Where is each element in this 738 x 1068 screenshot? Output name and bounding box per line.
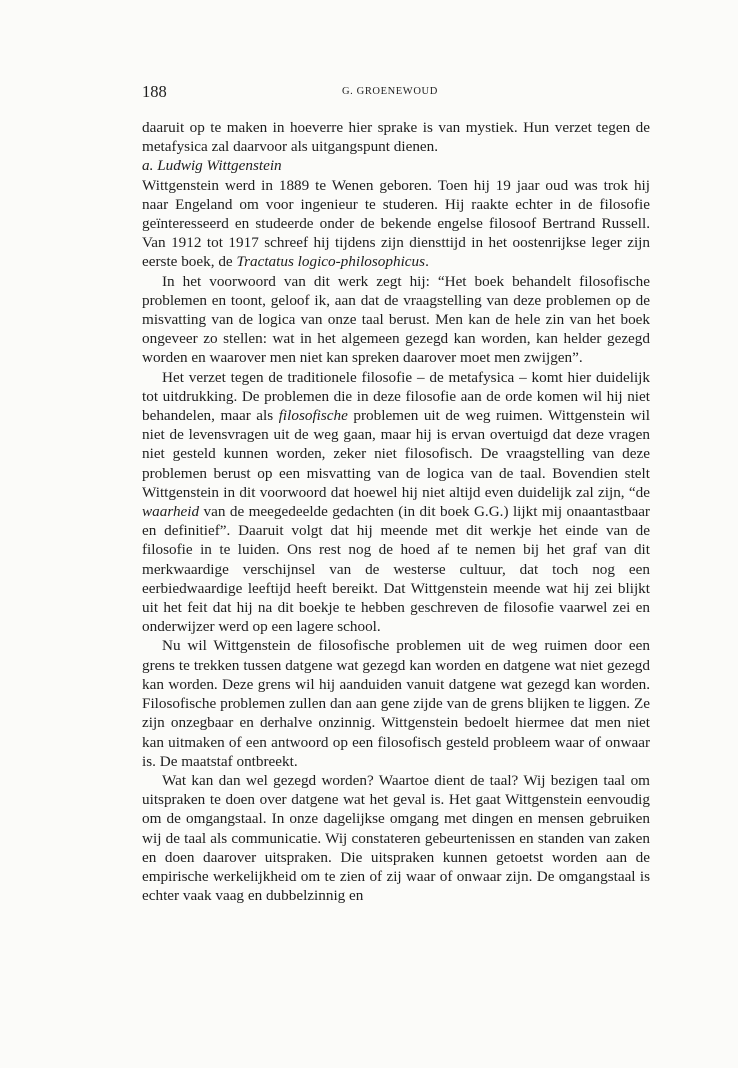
paragraph: Wat kan dan wel gezegd worden? Waartoe dient de taal? Wij bezigen taal om uitspraken te doen over datgene wat het geval is. Het gaat Wittgenstein eenvoudig om de omgangstaal. In onze dagelijkse omgang met dingen en mensen gebruiken wij de taal als communicatie. Wij constateren gebeurtenissen en standen van zaken en doen daarover uitspraken. Die uitspraken kunnen getoetst worden aan de empirische werkelijkheid om te zien of zij waar of onwaar zijn. De omgangstaal is echter vaak vaag en dubbelzinnig en: [142, 771, 650, 905]
page-number: 188: [142, 82, 167, 101]
paragraph: Nu wil Wittgenstein de filosofische problemen uit de weg ruimen door een grens te trekken tussen datgene wat gezegd kan worden en datgene wat niet gezegd kan worden. Deze grens wil hij aanduiden vanuit datgene wat gezegd kan worden. Filosofische problemen zullen dan aan gene zijde van de grens blijken te liggen. Ze zijn onzegbaar en derhalve onzinnig. Wittgenstein bedoelt hiermee dat men niet kan uitmaken of een antwoord op een filosofisch gesteld probleem waar of onwaar is. De maatstaf ontbreekt.: [142, 637, 650, 770]
paragraph: Het verzet tegen de traditionele filosofie – de metafysica – komt hier duidelijk tot uitdrukking. De problemen die in deze filosofie aan de orde komen wil hij niet behandelen, maar als filosofische problemen uit de weg ruimen. Wittgenstein wil niet de levensvragen uit de weg gaan, maar hij is ervan overtuigd dat deze vragen niet gesteld kunnen worden, zeker niet filosofisch. De vraagstelling van deze problemen berust op een misvatting van de logica van de taal. Bovendien stelt Wittgenstein in dit voorwoord dat hoewel hij niet altijd even duidelijk zal zijn, “de waarheid van de meegedeelde gedachten (in dit boek G.G.) lijkt mij onaantastbaar en definitief”. Daaruit volgt dat hij meende met dit werkje het einde van de filosofie in te luiden. Ons rest nog de hoed af te nemen bij het graf van dit merkwaardige verschijnsel van de westerse cultuur, dat toch nog een eerbiedwaardige leeftijd heeft bereikt. Dat Wittgenstein meende wat hij zei blijkt uit het feit dat hij na dit boekje te hebben geschreven de filosofie vaarwel zei en onderwijzer werd op een lagere school.: [142, 368, 650, 636]
running-head: G. GROENEWOUD: [342, 86, 438, 97]
body-text: [142, 118, 650, 905]
paragraph: In het voorwoord van dit werk zegt hij: “Het boek behandelt filosofische problemen en toont, geloof ik, aan dat de vraagstelling van deze problemen op de misvatting van de logica van onze taal berust. Men kan de hele zin van het boek ongeveer zo stellen: wat in het algemeen gezegd kan worden, kan helder gezegd worden en waarover men niet kan spreken daarover moet men zwijgen”.: [142, 272, 650, 367]
paragraph: daaruit op te maken in hoeverre hier sprake is van mystiek. Hun verzet tegen de metafysica zal daarvoor als uitgangspunt dienen.: [142, 119, 650, 156]
book-title: Tractatus logico-philosophicus: [236, 253, 426, 271]
page-header: [142, 82, 650, 102]
paragraph: Wittgenstein werd in 1889 te Wenen geboren. Toen hij 19 jaar oud was trok hij naar Engeland om voor ingenieur te studeren. Hij raakte echter in de filosofie geïnteresseerd en studeerde onder de bekende engelse filosoof Bertrand Russell. Van 1912 tot 1917 schreef hij tijdens zijn diensttijd in het oostenrijkse leger zijn eerste boek, de Tractatus logico-philosophicus.: [142, 176, 650, 271]
section-heading: a. Ludwig Wittgenstein: [142, 157, 282, 175]
emphasis: waarheid: [142, 503, 200, 521]
emphasis: filosofische: [278, 407, 348, 425]
